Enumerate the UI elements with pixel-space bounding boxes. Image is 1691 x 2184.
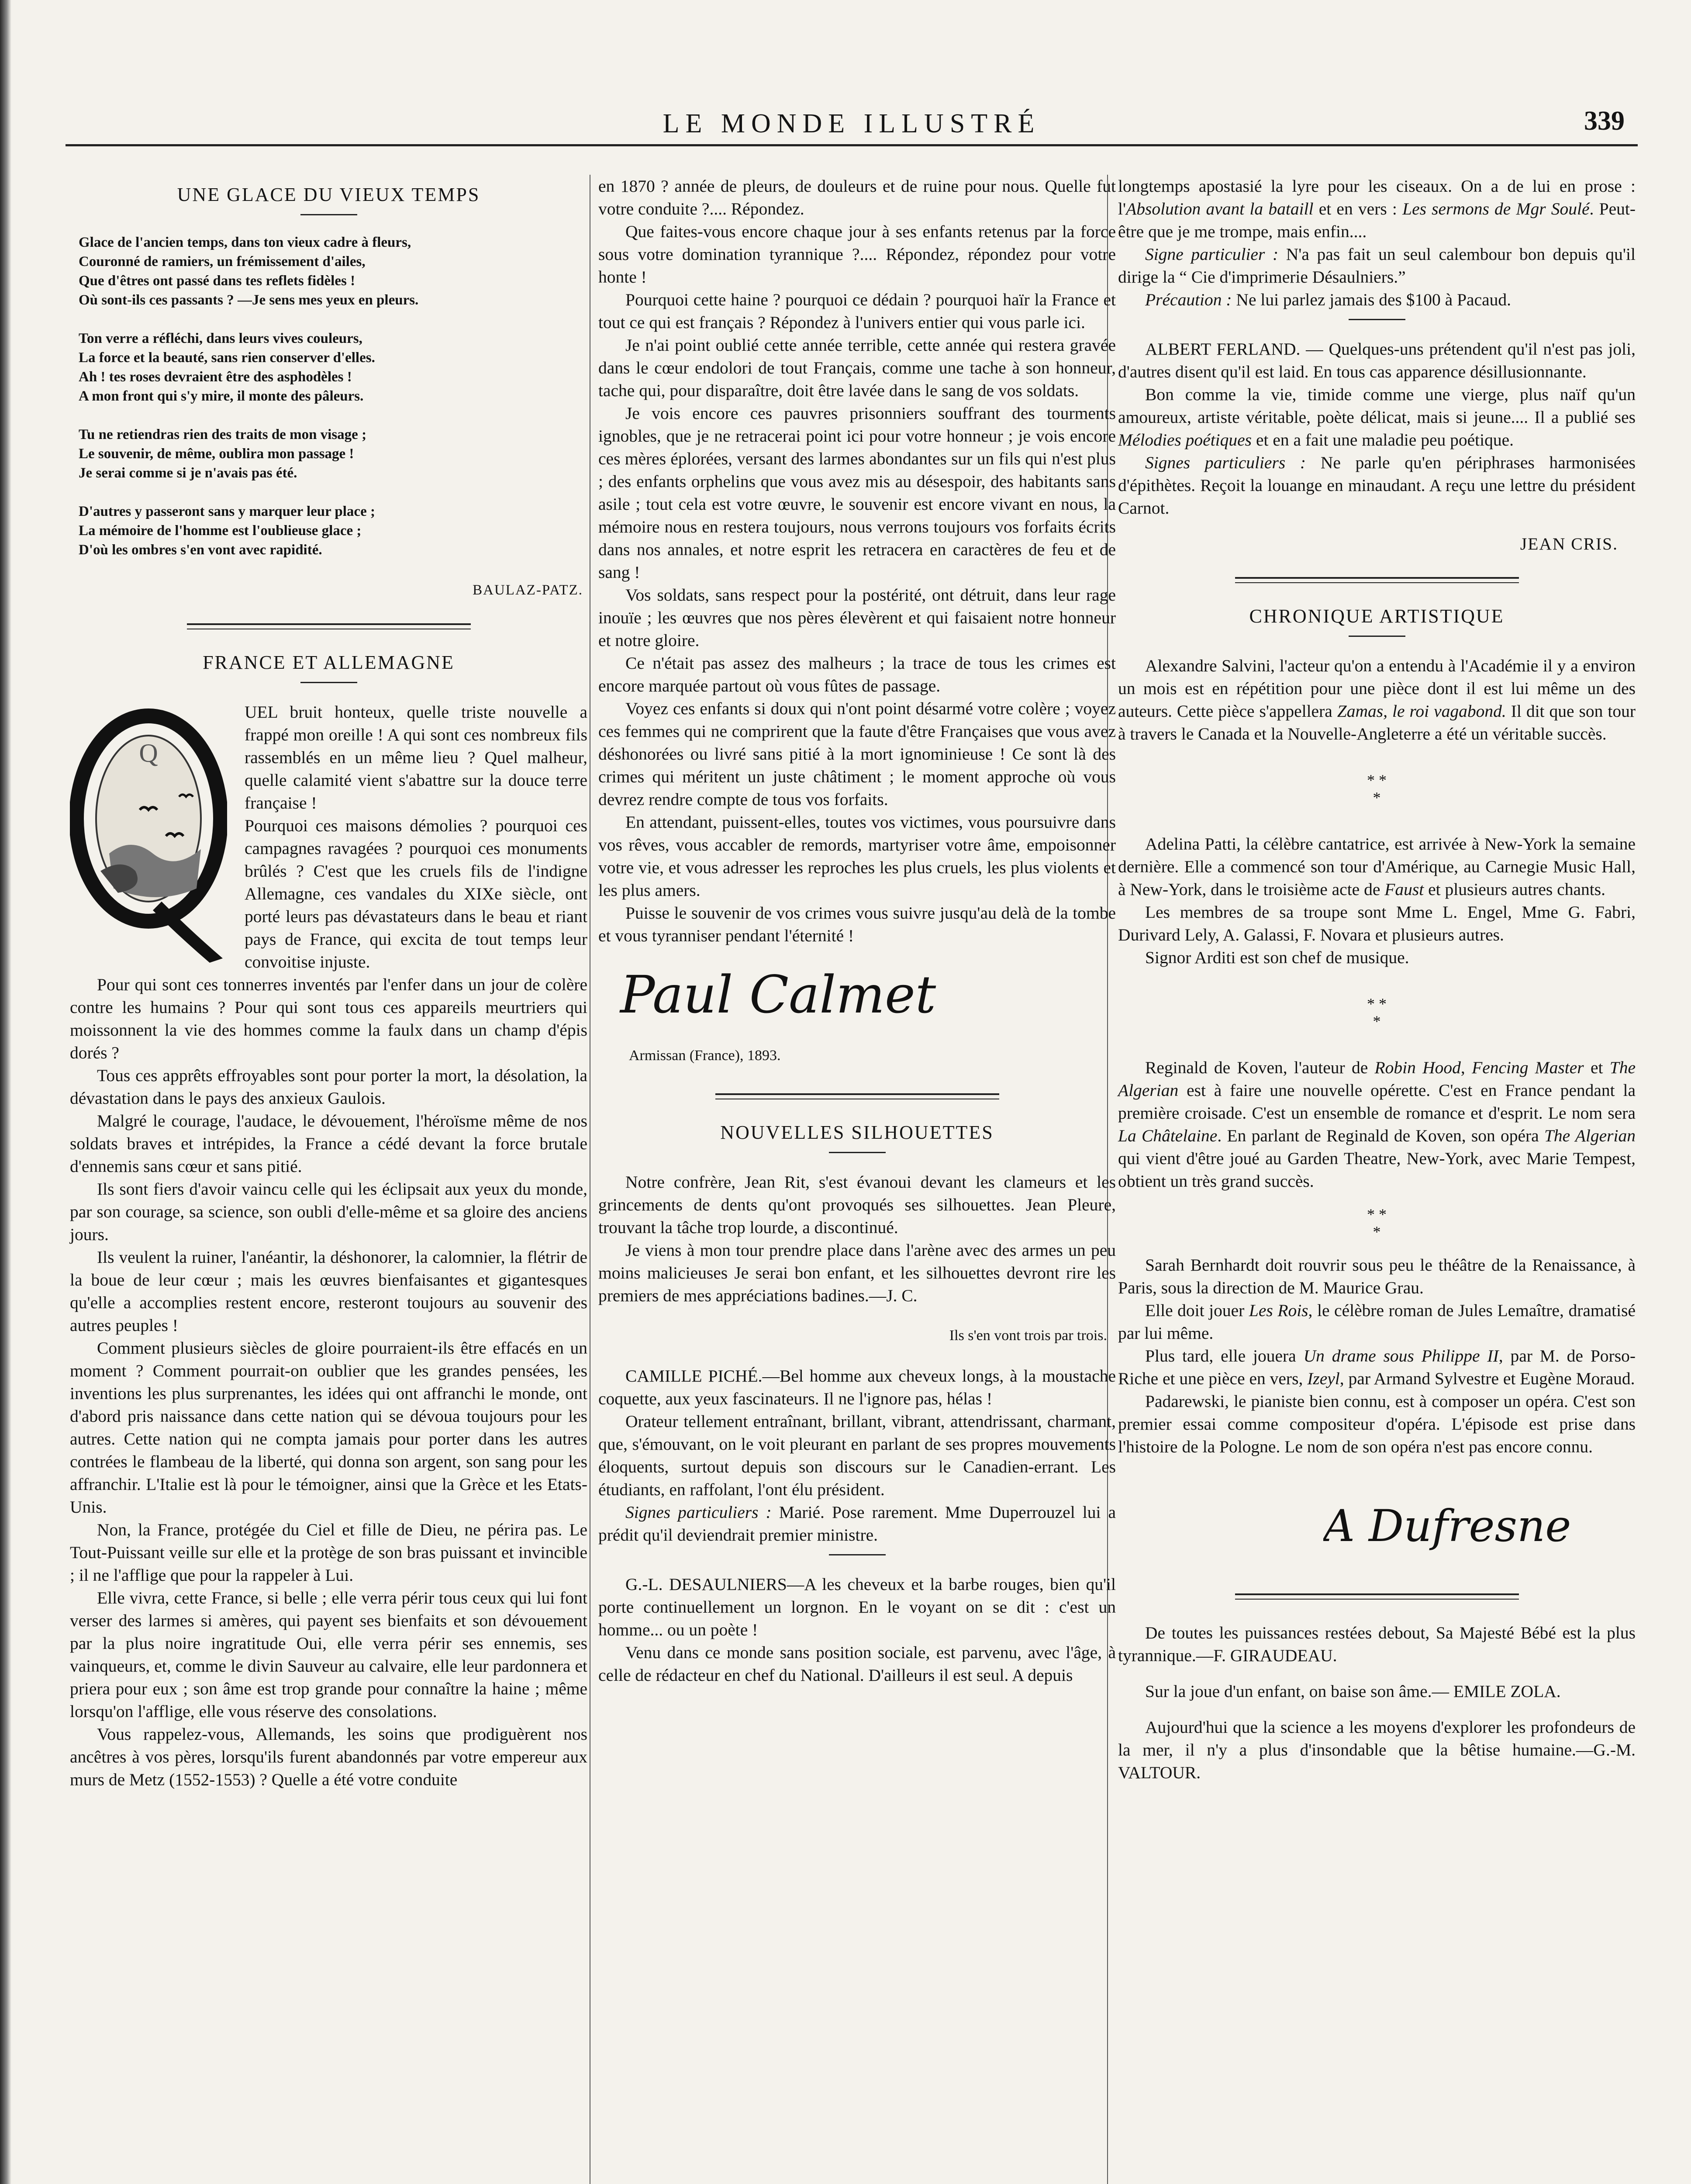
column-2 xyxy=(598,175,1116,2184)
name-label: ALBERT FERLAND. xyxy=(1145,339,1301,359)
poem-line: Où sont-ils ces passants ? —Je sens mes yeux en pleurs. xyxy=(79,292,419,308)
poem-line: Tu ne retiendras rien des traits de mon visage ; xyxy=(79,427,367,442)
handwritten-signature xyxy=(616,964,1035,1030)
poem xyxy=(79,233,587,560)
paragraph: Vous rappelez-vous, Allemands, les soins que prodiguèrent nos ancêtres à vos pères, lorsqu'ils furent abandonnés par votre empereur aux murs de Metz (1552-1553) ? Quelle a été votre conduite xyxy=(70,1724,587,1789)
paragraph: Tous ces apprêts effroyables sont pour porter la mort, la désolation, la dévastation dans le pays des anxieux Gaulois. xyxy=(70,1066,587,1108)
paragraph: Signe particulier : N'a pas fait un seul calembour bon depuis qu'il dirige la “ Cie d'imprimerie Désaulniers.” xyxy=(1118,245,1636,287)
section-divider xyxy=(1235,1593,1519,1600)
poem-author: BAULAZ-PATZ. xyxy=(473,582,583,598)
svg-text:A Dufresne: A Dufresne xyxy=(1323,1500,1571,1552)
section-title: NOUVELLES SILHOUETTES xyxy=(720,1122,994,1143)
quote: De toutes les puissances restées debout, Sa Majesté Bébé est la plus tyrannique.—F. GIRAUDEAU. xyxy=(1118,1623,1636,1665)
quote: Aujourd'hui que la science a les moyens d'explorer les profondeurs de la mer, il n'y a plus d'insondable que la bêtise humaine.—G.-M. VALTOUR. xyxy=(1118,1717,1636,1782)
masthead-rule xyxy=(66,144,1638,146)
paragraph: Pourquoi ces maisons démolies ? pourquoi ces campagnes ravagées ? pourquoi ces monuments brûlés ? C'est que les cruels fils de l'indigne Allemagne, ces vandales du XIXe siècle, ont porté leurs pas dévastateurs dans le beau et riant pays de France, qui excita de tout temps leur convoitise injuste. xyxy=(245,816,587,971)
svg-text:Paul Calmet: Paul Calmet xyxy=(620,964,936,1025)
poem-line: Le souvenir, de même, oublira mon passage ! xyxy=(79,446,354,462)
signature-dufresne xyxy=(1118,1476,1636,1567)
column-3 xyxy=(1118,175,1636,2184)
section-title: CHRONIQUE ARTISTIQUE xyxy=(1249,605,1505,627)
poem-line: Glace de l'ancien temps, dans ton vieux cadre à fleurs, xyxy=(79,235,411,250)
paragraph: En attendant, puissent-elles, toutes vos victimes, vous poursuivre dans vos rêves, vous accabler de remords, martyriser votre âme, empoisonner votre vie, et vous adresser les reproches les plus cruels, les plus violents et les plus amers. xyxy=(598,812,1116,900)
paragraph: Malgré le courage, l'audace, le dévouement, l'héroïsme même de nos soldats braves et intrépides, la France a cédé devant la force brutale d'ennemis sans cœur et sans pitié. xyxy=(70,1111,587,1176)
name-label: G.-L. DESAULNIERS xyxy=(625,1575,787,1594)
handwritten-signature xyxy=(1323,1476,1629,1567)
paragraph: Ce n'était pas assez des malheurs ; la trace de tous les crimes est encore marquée partout où vous fûtes de passage. xyxy=(598,653,1116,695)
poem-title: UNE GLACE DU VIEUX TEMPS xyxy=(177,184,480,205)
poem-line: Je serai comme si je n'avais pas été. xyxy=(79,465,297,481)
heading-rule xyxy=(300,682,357,683)
section-divider xyxy=(1235,577,1519,583)
paragraph: Je vois encore ces pauvres prisonniers souffrant des tourments ignobles, que je ne retracerai point ici pour votre honneur ; je vois encore ces mères éplorées, versant des larmes abondantes sur un fils qui n'est plus ; des enfants orphelins que vous avez mis au désespoir, des habitants sans asile ; tout cela est votre œuvre, le souvenir est encore vivant en nous, la mémoire nous en restera toujours, nous verrons toujours vos forfaits écrits dans nos annales, et notre esprit les retracera en caractères de feu et de sang ! xyxy=(598,404,1116,582)
poem-stanza xyxy=(79,425,587,483)
article-continuation xyxy=(598,175,1116,947)
subtitle: Ils s'en vont trois par trois. xyxy=(949,1327,1107,1344)
paragraph: Puisse le souvenir de vos crimes vous suivre jusqu'au delà de la tombe et vous tyranniser pendant l'éternité ! xyxy=(598,903,1116,945)
poem-line: Ah ! tes roses devraient être des asphodèles ! xyxy=(79,369,352,385)
paragraph: Elle vivra, cette France, si belle ; elle verra périr tous ceux qui lui font verser des larmes si amères, qui payent ses bienfaits et son dévouement par la plus noire ingratitude Oui, elle verra périr ses ennemis, ses vainqueurs, et, comme le divin Sauveur au calvaire, elle leur pardonnera et priera pour eux ; son âme est trop grande pour connaître la haine ; même lorsqu'on l'afflige, elle vous réserve des consolations. xyxy=(70,1588,587,1721)
asterism: * * * xyxy=(1367,771,1387,806)
poem-line: La force et la beauté, sans rien conserver d'elles. xyxy=(79,350,375,366)
paragraph: Voyez ces enfants si doux qui n'ont point désarmé votre colère ; voyez ces femmes qui ne comprirent que la faute d'être Françaises que vous avez déshonorées ou livré sans pitié à la mort ignominieuse ! Ce sont là des crimes qui méritent un juste châtiment ; le moment approche où vous devrez rendre compte de tous vos forfaits. xyxy=(598,699,1116,809)
paragraph: Reginald de Koven, l'auteur de Robin Hood, Fencing Master et The Algerian est à faire une nouvelle opérette. C'est en France pendant la première croisade. C'est un ensemble de romance et d'esprit. Le nom sera La Châtelaine. En parlant de Reginald de Koven, son opéra The Algerian qui vient d'être joué au Garden Theatre, New-York, avec Marie Tempest, obtient un très grand succès. xyxy=(1118,1058,1636,1191)
author-signature: JEAN CRIS. xyxy=(1520,534,1618,553)
intro-paragraph: Je viens à mon tour prendre place dans l'arène avec des armes un peu moins malicieuses Je serai bon enfant, et les silhouettes devront rire les premiers de mes appréciations badines.—J. C. xyxy=(598,1241,1116,1305)
paragraph: Comment plusieurs siècles de gloire pourraient-ils être effacés en un moment ? Comment pourrait-on oublier que les grandes pensées, les inventions les plus surprenantes, les idées qui ont affranchi le monde, ont d'abord pris naissance dans cette nation qui se dévoua toujours pour les autres. Cette nation qui ne compta jamais pour porter dans les autres contrées le flambeau de la liberté, qui donna son argent, son sang pour les affranchir. L'Italie est là pour le témoigner, ainsi que la Grèce et les Etats-Unis. xyxy=(70,1338,587,1517)
paragraph: Elle doit jouer Les Rois, le célèbre roman de Jules Lemaître, dramatisé par lui même. xyxy=(1118,1301,1636,1343)
poem-line: D'où les ombres s'en vont avec rapidité. xyxy=(79,542,322,558)
poem-line: La mémoire de l'homme est l'oublieuse glace ; xyxy=(79,523,362,539)
paragraph: Ils sont fiers d'avoir vaincu celle qui les éclipsait aux yeux du monde, par son courage, sa science, son oubli d'elle-même et sa gloire des anciens jours. xyxy=(70,1179,587,1244)
paragraph: Que faites-vous encore chaque jour à ses enfants retenus par la force sous votre domination tyrannique ?.... Répondez, répondez pour votre honte ! xyxy=(598,222,1116,287)
paragraph: Pour qui sont ces tonnerres inventés par l'enfer dans un jour de colère contre les humains ? Pour qui sont tous ces appareils meurtriers qui moissonnent la vie des hommes comme la faulx dans un champ d'épis dorés ? xyxy=(70,975,587,1062)
poem-stanza xyxy=(79,329,587,406)
paragraph: Signes particuliers : Ne parle qu'en périphrases harmonisées d'épithètes. Reçoit la louange en minaudant. A reçu une lettre du président Carnot. xyxy=(1118,453,1636,518)
paragraph: Ils veulent la ruiner, l'anéantir, la déshonorer, la calomnier, la flétrir de la boue de leur cœur ; mais les œuvres bienfaisantes et gigantesques qu'elle a accomplies restent encore, resteront toujours au souvenir des autres peuples ! xyxy=(70,1248,587,1335)
ornamental-dropcap xyxy=(70,705,227,963)
poem-line: A mon front qui s'y mire, il monte des pâleurs. xyxy=(79,388,364,404)
column-1 xyxy=(70,175,587,2184)
dateline: Armissan (France), 1893. xyxy=(629,1047,781,1064)
paragraph: Signor Arditi est son chef de musique. xyxy=(1145,948,1409,967)
paragraph: Non, la France, protégée du Ciel et fille de Dieu, ne périra pas. Le Tout-Puissant veille sur elle et la protège de son bras puissant et invincible ; il ne l'afflige que pour la rappeler à Lui. xyxy=(70,1520,587,1585)
page-edge-shadow xyxy=(0,0,11,2184)
paragraph: Plus tard, elle jouera Un drame sous Philippe II, par M. de Porso-Riche et une pièce en vers, Izeyl, par Armand Sylvestre et Eugène Moraud. xyxy=(1118,1346,1636,1388)
paragraph: longtemps apostasié la lyre pour les ciseaux. On a de lui en prose : l'Absolution avant la bataill et en vers : Les sermons de Mgr Soulé. Peut-être que je me trompe, mais enfin.... xyxy=(1118,176,1636,241)
masthead xyxy=(66,100,1638,149)
publication-title: LE MONDE ILLUSTRÉ xyxy=(663,109,1041,138)
poem-line: Couronné de ramiers, un frémissement d'ailes, xyxy=(79,254,366,270)
article-lead: UEL bruit honteux, quelle triste nouvelle a frappé mon oreille ! A qui sont ces nombreux fils rassemblés en un même lieu ? Quel malheur, quelle calamité vient s'abattre sur la douce terre française ! xyxy=(245,702,587,812)
heading-rule xyxy=(1349,636,1405,637)
paragraph: Vos soldats, sans respect pour la postérité, ont détruit, dans leur rage inouïe ; les œuvres que nos pères élevèrent et qui faisaient notre honneur et notre gloire. xyxy=(598,585,1116,650)
paragraph: Bon comme la vie, timide comme une vierge, plus naïf qu'un amoureux, artiste véritable, poète délicat, mais si jeune.... Il a publié ses Mélodies poétiques et en a fait une maladie peu poétique. xyxy=(1118,385,1636,449)
signature-paul-calmet xyxy=(616,964,1116,1036)
poem-line: Ton verre a réfléchi, dans leurs vives couleurs, xyxy=(79,331,362,346)
page-number: 339 xyxy=(1584,106,1625,136)
paragraph: Sarah Bernhardt doit rouvrir sous peu le théâtre de la Renaissance, à Paris, sous la direction de M. Maurice Grau. xyxy=(1118,1255,1636,1297)
section-divider xyxy=(187,623,471,629)
paragraph: Adelina Patti, la célèbre cantatrice, est arrivée à New-York la semaine dernière. Elle a commencé son tour d'Amérique, au Carnegie Music Hall, à New-York, dans le troisième acte de Faust et plusieurs autres chants. xyxy=(1118,834,1636,899)
asterism: * * * xyxy=(1367,995,1387,1030)
heading-rule xyxy=(300,214,357,215)
heading-rule xyxy=(829,1152,886,1153)
section-divider xyxy=(715,1093,999,1099)
name-label: CAMILLE PICHÉ. xyxy=(625,1366,763,1386)
paragraph: Alexandre Salvini, l'acteur qu'on a entendu à l'Académie il y a environ un mois est en répétition pour une pièce dont il est lui même un des auteurs. Cette pièce s'appellera Zamas, le roi vagabond. Il dit que son tour à travers le Canada et la Nouvelle-Angleterre a été un véritable succès. xyxy=(1118,656,1636,743)
paragraph: Venu dans ce monde sans position sociale, est parvenu, avec l'âge, à celle de rédacteur en chef du National. D'ailleurs il est seul. A depuis xyxy=(598,1643,1116,1685)
separator-rule xyxy=(1349,319,1405,320)
paragraph: Padarewski, le pianiste bien connu, est à composer un opéra. C'est son premier essai comme compositeur d'opéra. L'épisode est prise dans l'histoire de la Pologne. Le nom de son opéra n'est pas encore connu. xyxy=(1118,1392,1636,1456)
poem-stanza xyxy=(79,502,587,560)
silhouette-piche: CAMILLE PICHÉ.—Bel homme aux cheveux longs, à la moustache coquette, aux yeux fascinateurs. Il ne l'ignore pas, hélas ! xyxy=(598,1366,1116,1408)
intro-paragraph: Notre confrère, Jean Rit, s'est évanoui devant les clameurs et les grincements de dents qu'ont provoqués ses silhouettes. Jean Pleure, trouvant la tâche trop lourde, a discontinué. xyxy=(598,1172,1116,1237)
asterism: * * * xyxy=(1367,1206,1387,1241)
article-body xyxy=(70,701,587,1791)
separator-rule xyxy=(829,1554,886,1555)
paragraph: Pourquoi cette haine ? pourquoi ce dédain ? pourquoi haïr la France et tout ce qui est français ? Répondez à l'univers entier qui vous parle ici. xyxy=(598,290,1116,332)
paragraph: Orateur tellement entraînant, brillant, vibrant, attendrissant, charmant, que, s'émouvant, on le voit pleurant en parlant de ses propres mouvements éloquents, surtout depuis son discours sur le Canadien-errant. Les étudiants, en raffolant, l'ont élu président. xyxy=(598,1412,1116,1499)
paragraph: Signes particuliers : Marié. Pose rarement. Mme Duperrouzel lui a prédit qu'il deviendrait premier ministre. xyxy=(598,1503,1116,1545)
paragraph: Je n'ai point oublié cette année terrible, cette année qui restera gravée dans le cœur endolori de tout Français, comme une tache à son honneur, tache qui, pour disparaître, doit être lavée dans le sang de vos soldats. xyxy=(598,335,1116,400)
poem-line: Que d'êtres ont passé dans tes reflets fidèles ! xyxy=(79,273,355,289)
dropcap-illustration xyxy=(70,705,227,963)
paragraph: Les membres de sa troupe sont Mme L. Engel, Mme G. Fabri, Durivard Lely, A. Galassi, F. Novara et plusieurs autres. xyxy=(1118,902,1636,944)
silhouette-desaulniers: G.-L. DESAULNIERS—A les cheveux et la barbe rouges, bien qu'il porte continuellement un lorgnon. En le voyant on se dit : c'est un homme... ou un poète ! xyxy=(598,1575,1116,1639)
paragraph: en 1870 ? année de pleurs, de douleurs et de ruine pour nous. Quelle fut votre conduite ?.... Répondez. xyxy=(598,176,1116,218)
article-title: FRANCE ET ALLEMAGNE xyxy=(203,652,455,673)
quote: Sur la joue d'un enfant, on baise son âme.— EMILE ZOLA. xyxy=(1145,1682,1561,1701)
paragraph: Précaution : Ne lui parlez jamais des $100 à Pacaud. xyxy=(1145,290,1512,309)
dropcap-letter: Q xyxy=(139,739,158,767)
poem-line: D'autres y passeront sans y marquer leur place ; xyxy=(79,504,375,519)
silhouette-ferland: ALBERT FERLAND. — Quelques-uns prétendent qu'il n'est pas joli, d'autres disent qu'il est laid. En tous cas apparence désillusionnante. xyxy=(1118,339,1636,381)
poem-stanza xyxy=(79,233,587,310)
